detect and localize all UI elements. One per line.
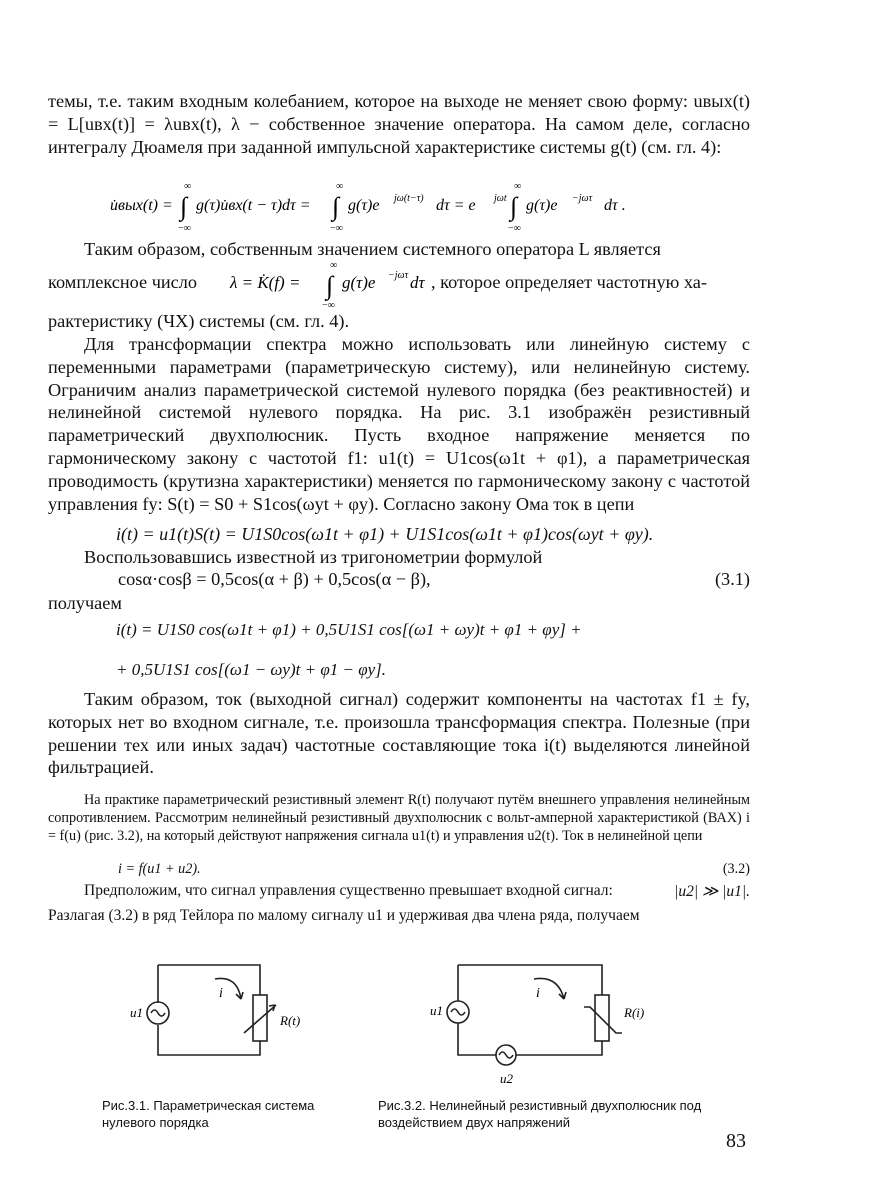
paragraph-practice — [48, 791, 750, 845]
svg-text:∫: ∫ — [326, 271, 334, 300]
svg-text:i: i — [536, 986, 540, 1001]
taylor-line: Разлагая (3.2) в ряд Тейлора по малому сигналу u1 и удерживая два члена ряда, получаем — [48, 907, 640, 924]
paragraph-get: получаем — [48, 593, 122, 613]
figure-3-2-caption: Рис.3.2. Нелинейный резистивный двухполюсник под воздействием двух напряжений — [378, 1098, 702, 1130]
ohm-law-formula: i(t) = u1(t)S(t) = U1S0cos(ω1t + φ1) + U1S1cos(ω1t + φ1)cos(ωyt + φy). — [116, 524, 654, 544]
paragraph-intro — [48, 90, 750, 158]
svg-text:−∞: −∞ — [508, 223, 521, 233]
eigenvalue-formula — [228, 256, 428, 310]
svg-text:R(t): R(t) — [280, 1013, 301, 1028]
svg-text:jω(t−τ): jω(t−τ) — [394, 193, 424, 204]
svg-text:dτ = e: dτ = e — [436, 197, 476, 214]
svg-text:∞: ∞ — [184, 181, 192, 192]
svg-text:R(i): R(i) — [624, 1005, 645, 1020]
svg-text:−∞: −∞ — [178, 223, 191, 233]
current-formula-line2: + 0,5U1S1 cos[(ω1 − ωy)t + φ1 − φy]. — [116, 660, 387, 679]
svg-text:−∞: −∞ — [330, 223, 343, 233]
svg-text:∞: ∞ — [336, 181, 344, 192]
svg-text:dτ .: dτ . — [604, 197, 626, 214]
svg-text:∫: ∫ — [180, 192, 188, 221]
eq1-lhs: u̇вых(t) = — [110, 197, 173, 214]
trig-identity: cosα·cosβ = 0,5cos(α + β) + 0,5cos(α − β), (3.1) — [118, 569, 750, 589]
svg-text:u1: u1 — [430, 1003, 443, 1018]
text-block: Таким образом, ток (выходной сигнал) содержит компоненты на частотах f1 ± fy, которых нет во входном сигнале, т.е. произошла трансформация спектра. Полезные (при решении тех или иных задач) частотные составляющие тока i(t) выделяются линейной фильтрацией. — [48, 689, 750, 778]
paragraph-eigenvalue-end: рактеристику (ЧХ) системы (см. гл. 4). — [48, 311, 350, 331]
svg-text:jωt: jωt — [494, 193, 507, 204]
svg-text:u2: u2 — [500, 1071, 513, 1086]
nonlinear-current-eq: i = f(u1 + u2). (3.2) — [118, 861, 750, 877]
svg-text:−∞: −∞ — [322, 300, 335, 310]
svg-text:g(τ)u̇вх(t − τ)dτ =: g(τ)u̇вх(t − τ)dτ = — [196, 197, 311, 214]
svg-text:−jωτ: −jωτ — [388, 270, 409, 281]
duhamel-equation — [110, 175, 650, 233]
assumption-line: Предположим, что сигнал управления существенно превышает входной сигнал: |u2| ≫ |u1|. — [84, 882, 750, 900]
current-formula-line1: i(t) = U1S0 cos(ω1t + φ1) + 0,5U1S1 cos[(ω1 + ωy)t + φ1 + φy] + — [116, 620, 582, 639]
figure-3-1-circuit — [120, 955, 350, 1085]
paragraph-trig: Воспользовавшись известной из тригонометрии формулой — [84, 547, 543, 567]
page-number: 83 — [726, 1130, 746, 1152]
text-line: Таким образом, собственным значением системного оператора L является — [84, 239, 661, 259]
paragraph-conclusion — [48, 688, 750, 779]
svg-text:−jωτ: −jωτ — [572, 193, 593, 204]
figure-3-1-caption: Рис.3.1. Параметрическая система нулевого порядка — [102, 1098, 315, 1130]
text-block: темы, т.е. таким входным колебанием, которое на выходе не меняет свою форму: uвых(t) = L[uвх(t)] = λuвх(t), λ − собственное значение оператора. На самом деле, согласно интегралу Дюамеля при заданной импульсной характеристике системы g(t) (см. гл. 4): — [48, 91, 750, 157]
svg-text:∫: ∫ — [510, 192, 518, 221]
equation-number: (3.2) — [722, 861, 750, 877]
svg-text:i: i — [219, 986, 223, 1001]
svg-text:u1: u1 — [130, 1005, 143, 1020]
svg-text:g(τ)e: g(τ)e — [348, 197, 380, 214]
svg-text:∞: ∞ — [514, 181, 522, 192]
figure-3-2-circuit — [424, 955, 664, 1090]
eigenvalue-line: комплексное число λ = K̇(f) = ∞ ∫ −∞ g(τ)e −jωτ dτ , которое определяет частотную ха- — [48, 262, 750, 306]
svg-text:λ = K̇(f) =: λ = K̇(f) = — [230, 273, 301, 292]
text-block: На практике параметрический резистивный элемент R(t) получают путём внешнего управления нелинейным сопротивлением. Рассмотрим нелинейный резистивный двухполюсник с вольт-амперной характеристикой (ВАХ) i = f(u) (рис. 3.2), на который действуют напряжения сигнала u1(t) и управления u2(t). Ток в нелинейной цепи — [48, 792, 750, 844]
svg-text:∫: ∫ — [332, 192, 340, 221]
svg-text:g(τ)e: g(τ)e — [342, 273, 376, 292]
svg-text:dτ: dτ — [410, 273, 425, 292]
text-block: Для трансформации спектра можно использовать или линейную систему с переменными параметрами (параметрическую систему), или нелинейную систему. Ограничим анализ параметрической системой нулевого порядка (без реактивностей) и нелинейной системой нулевого порядка. На рис. 3.1 изображён резистивный параметрический двухполюсник. Пусть входное напряжение меняется по гармоническому закону с частотой f1: u1(t) = U1cos(ω1t + φ1), а параметрическая проводимость (крутизна характеристики) меняется по гармоническому закону с частотой управления fy: S(t) = S0 + S1cos(ωyt + φy). Согласно закону Ома ток в цепи — [48, 334, 750, 514]
svg-text:∞: ∞ — [330, 260, 338, 271]
svg-text:g(τ)e: g(τ)e — [526, 197, 558, 214]
paragraph-spectrum — [48, 333, 750, 515]
equation-number: (3.1) — [714, 569, 750, 589]
